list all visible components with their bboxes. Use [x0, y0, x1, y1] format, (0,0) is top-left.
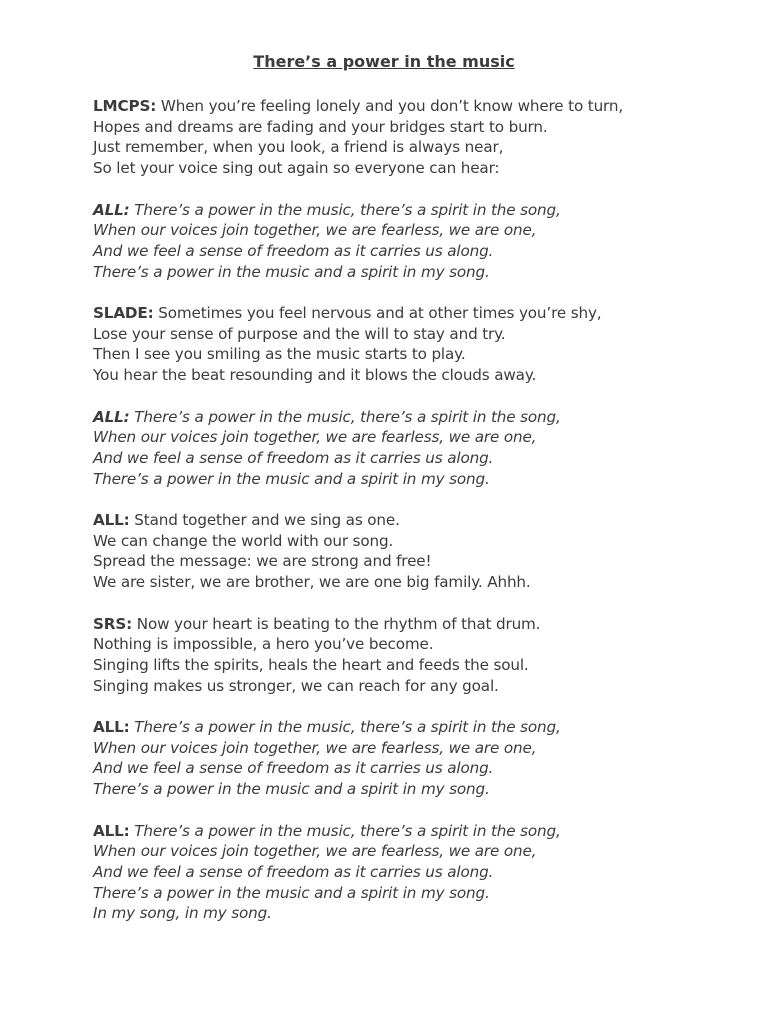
lyric-text: There’s a power in the music, there’s a spirit in the song, [134, 718, 561, 736]
lyric-line: Then I see you smiling as the music starts to play. [93, 345, 466, 364]
lyric-line: In my song, in my song. [93, 904, 272, 923]
lyric-text: Now your heart is beating to the rhythm of that drum. [136, 614, 541, 633]
lyric-line: And we feel a sense of freedom as it carries us along. [93, 759, 494, 778]
lyric-line: Nothing is impossible, a hero you’ve become. [93, 635, 434, 654]
lyric-text: Sometimes you feel nervous and at other times you’re shy, [158, 304, 602, 322]
lyric-line: Singing makes us stronger, we can reach for any goal. [93, 676, 499, 695]
lyric-line: And we feel a sense of freedom as it carries us along. [93, 862, 494, 881]
lyric-text: When you’re feeling lonely and you don’t know where to turn, [160, 97, 624, 115]
lyric-line: There’s a power in the music and a spirit in my song. [93, 780, 490, 799]
lyric-text: Stand together and we sing as one. [134, 511, 400, 529]
lyric-line [93, 96, 733, 117]
lyric-line [93, 821, 733, 842]
lyric-line: Just remember, when you look, a friend is always near, [93, 138, 504, 157]
speaker-label: ALL: [93, 821, 130, 840]
speaker-label: ALL: [93, 718, 130, 736]
lyric-line: We are sister, we are brother, we are one big family. Ahhh. [93, 573, 531, 592]
lyric-line [93, 614, 733, 635]
lyric-line [93, 407, 733, 428]
lyric-line: And we feel a sense of freedom as it carries us along. [93, 448, 494, 467]
lyric-line: There’s a power in the music and a spirit in my song. [93, 469, 490, 488]
lyric-line [93, 303, 733, 324]
lyric-line: When our voices join together, we are fearless, we are one, [93, 428, 537, 447]
lyric-line [93, 717, 733, 738]
lyric-line: Spread the message: we are strong and free! [93, 552, 432, 571]
speaker-label: LMCPS: [93, 97, 157, 115]
lyric-line: So let your voice sing out again so everyone can hear: [93, 159, 500, 178]
verse-stanza [93, 96, 733, 179]
lyric-line [93, 510, 733, 531]
lyric-line: When our voices join together, we are fearless, we are one, [93, 738, 537, 757]
lyric-line: Hopes and dreams are fading and your bridges start to burn. [93, 117, 548, 136]
lyrics-body [93, 96, 733, 945]
lyric-text: There’s a power in the music, there’s a spirit in the song, [134, 407, 561, 426]
lyric-line: We can change the world with our song. [93, 531, 394, 550]
bridge-stanza [93, 510, 733, 593]
speaker-label: ALL: [93, 200, 130, 219]
lyric-line: There’s a power in the music and a spirit in my song. [93, 883, 490, 902]
speaker-label: ALL: [93, 407, 130, 426]
chorus-stanza [93, 200, 733, 283]
lyric-line: There’s a power in the music and a spirit in my song. [93, 262, 490, 281]
lyric-line: Singing lifts the spirits, heals the heart and feeds the soul. [93, 655, 529, 674]
lyric-line: When our voices join together, we are fearless, we are one, [93, 842, 537, 861]
song-title: There’s a power in the music [253, 52, 515, 71]
chorus-stanza [93, 821, 733, 925]
speaker-label: SRS: [93, 614, 133, 633]
lyric-line [93, 200, 733, 221]
lyric-text: There’s a power in the music, there’s a spirit in the song, [134, 200, 561, 219]
speaker-label: SLADE: [93, 304, 154, 322]
verse-stanza [93, 614, 733, 697]
lyric-line: And we feel a sense of freedom as it carries us along. [93, 241, 494, 260]
lyric-line: Lose your sense of purpose and the will to stay and try. [93, 324, 506, 343]
lyric-line: You hear the beat resounding and it blows the clouds away. [93, 366, 537, 385]
lyric-line: When our voices join together, we are fearless, we are one, [93, 221, 537, 240]
chorus-stanza [93, 407, 733, 490]
speaker-label: ALL: [93, 511, 130, 529]
lyric-text: There’s a power in the music, there’s a spirit in the song, [134, 821, 561, 840]
chorus-stanza [93, 717, 733, 800]
verse-stanza [93, 303, 733, 386]
